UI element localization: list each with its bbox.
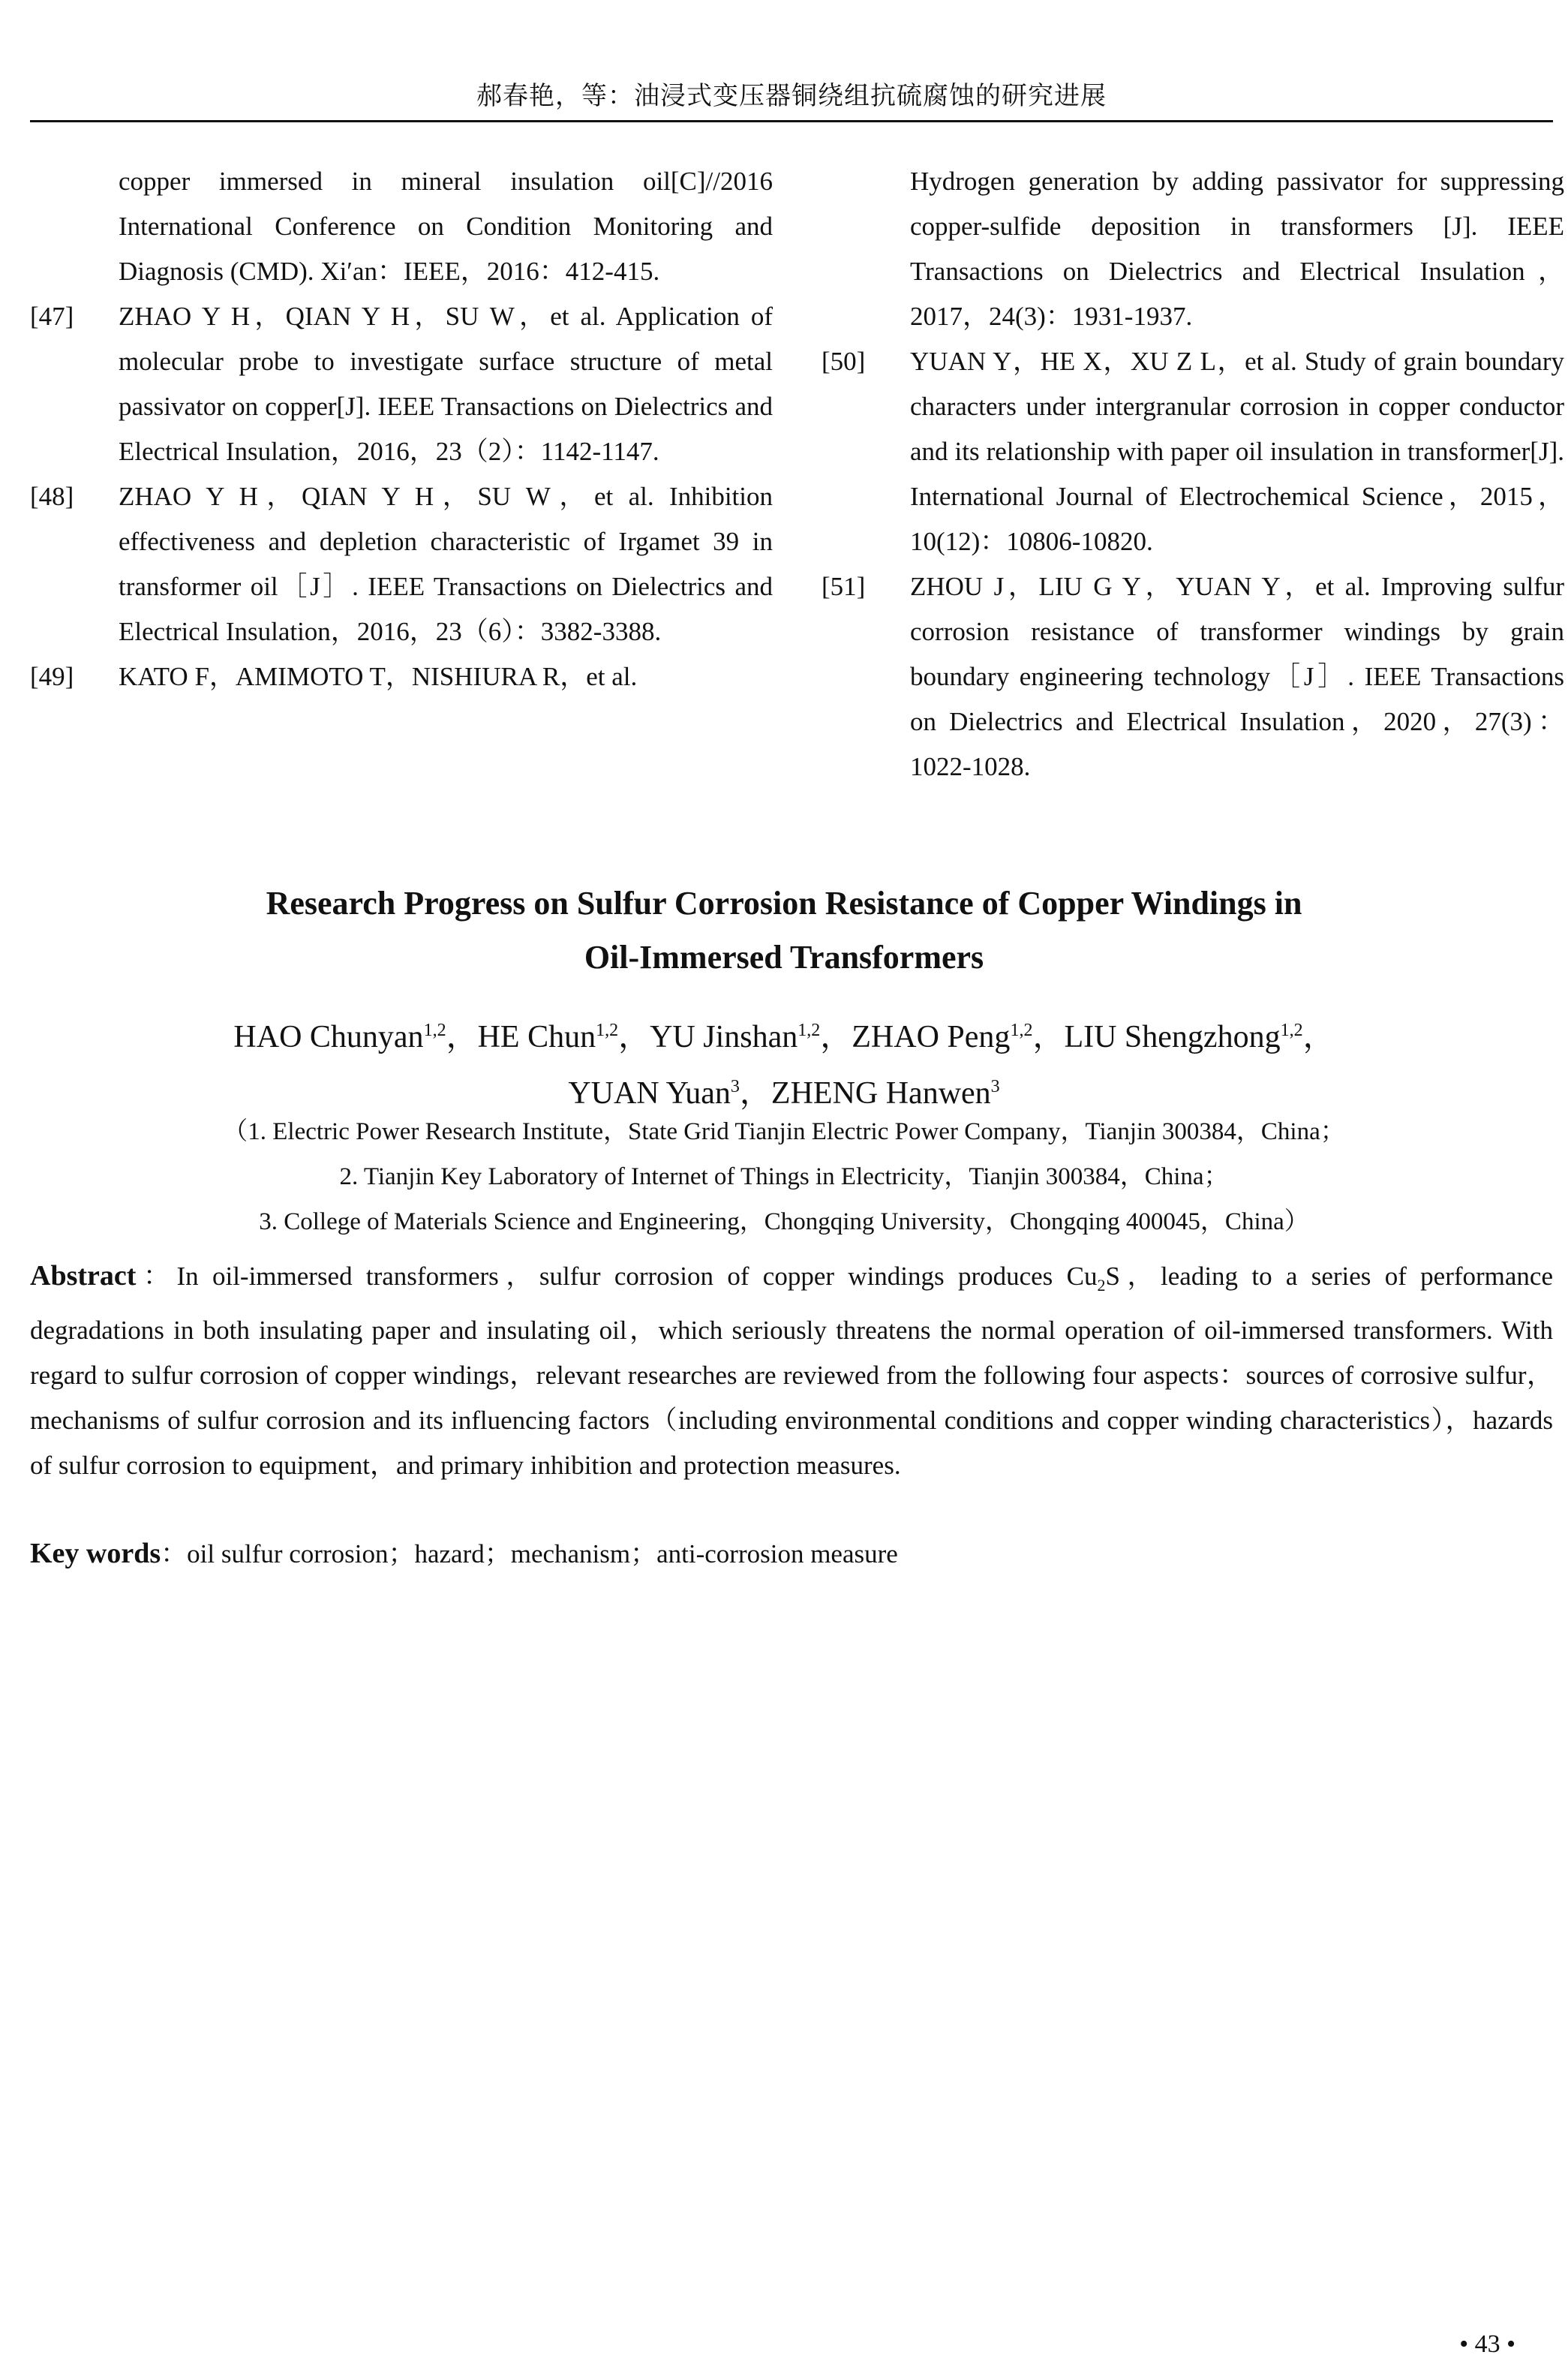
author-name: HE Chun bbox=[477, 1020, 596, 1054]
abstract-text-start: In oil-immersed transformers，sulfur corrosion of copper windings produces Cu bbox=[176, 1262, 1098, 1291]
author-separator: ， bbox=[739, 1076, 771, 1111]
author-name: YUAN Yuan bbox=[568, 1076, 731, 1111]
title-line-2: Oil-Immersed Transformers bbox=[584, 939, 984, 976]
affiliation-2: 2. Tianjin Key Laboratory of Internet of Things in Electricity，Tianjin 300384，China； bbox=[339, 1163, 1229, 1190]
reference-item bbox=[30, 654, 773, 699]
author-affiliation-sup: 1,2 bbox=[423, 1021, 446, 1040]
abstract bbox=[30, 1253, 1553, 1488]
reference-number: [49] bbox=[30, 662, 74, 691]
reference-item bbox=[822, 339, 1564, 564]
reference-text: ZHOU J，LIU G Y，YUAN Y，et al. Improving sulfur corrosion resistance of transformer windings by grain boundary engineering technology［J］. IEEE Transactions on Dielectrics and Electrical Insulation，2020，27(3)：1022-1028. bbox=[910, 572, 1564, 781]
author-name: ZHENG Hanwen bbox=[770, 1076, 991, 1111]
abstract-text-end: S，leading to a series of performance degradations in both insulating paper and insulating oil，which seriously threatens the normal operation of oil-immersed transformers. With regard to sulfur corrosion of copper windings，relevant researches are reviewed from the following four aspects：sources of corrosive sulfur，mechanisms of sulfur corrosion and its influencing factors（including environmental conditions and copper winding characteristics），hazards of sulfur corrosion to equipment，and primary inhibition and protection measures. bbox=[30, 1262, 1553, 1480]
abstract-colon: ： bbox=[136, 1262, 177, 1291]
author-affiliation-sup: 1,2 bbox=[1010, 1021, 1033, 1040]
author-separator: ， bbox=[1032, 1020, 1065, 1054]
author-affiliation-sup: 1,2 bbox=[798, 1021, 821, 1040]
reference-item bbox=[30, 159, 773, 294]
author-separator: ， bbox=[618, 1020, 650, 1054]
author-name: HAO Chunyan bbox=[233, 1020, 424, 1054]
reference-text: copper immersed in mineral insulation oil[C]//2016 International Conference on Condition Monitoring and Diagnosis (CMD). Xi′an：IEEE，2016：412-415. bbox=[119, 167, 773, 286]
reference-number: [50] bbox=[822, 347, 866, 376]
references-right-column bbox=[822, 159, 1564, 789]
author-separator: ， bbox=[1302, 1020, 1335, 1054]
author-name: ZHAO Peng bbox=[852, 1020, 1011, 1054]
references-left-column bbox=[30, 159, 773, 699]
reference-number: [51] bbox=[822, 572, 866, 601]
author-name: YU Jinshan bbox=[650, 1020, 798, 1054]
title-line-1: Research Progress on Sulfur Corrosion Resistance of Copper Windings in bbox=[266, 885, 1302, 922]
author-name: LIU Shengzhong bbox=[1064, 1020, 1281, 1054]
paper-title bbox=[143, 877, 1425, 985]
reference-text: KATO F，AMIMOTO T，NISHIURA R，et al. bbox=[119, 662, 638, 691]
author-affiliation-sup: 3 bbox=[990, 1077, 1000, 1096]
keywords-label: Key words bbox=[30, 1538, 161, 1569]
affiliation-1: （1. Electric Power Research Institute，State Grid Tianjin Electric Power Company，Tianjin 300384，China； bbox=[223, 1118, 1345, 1145]
reference-item bbox=[822, 159, 1564, 339]
reference-text: YUAN Y，HE X，XU Z L，et al. Study of grain boundary characters under intergranular corrosion in copper conductor and its relationship with paper oil insulation in transformer[J]. International Journal of Electrochemical Science，2015，10(12)：10806-10820. bbox=[910, 347, 1564, 556]
author-separator: ， bbox=[820, 1020, 852, 1054]
author-affiliation-sup: 1,2 bbox=[596, 1021, 619, 1040]
reference-text: ZHAO Y H，QIAN Y H，SU W，et al. Application of molecular probe to investigate surface structure of metal passivator on copper[J]. IEEE Transactions on Dielectrics and Electrical Insulation，2016，23（2）：1142-1147. bbox=[119, 302, 773, 466]
running-header: 郝春艳，等：油浸式变压器铜绕组抗硫腐蚀的研究进展 bbox=[476, 81, 1107, 111]
keywords-text: oil sulfur corrosion；hazard；mechanism；anti-corrosion measure bbox=[187, 1539, 898, 1568]
reference-item bbox=[822, 564, 1564, 789]
author-affiliation-sup: 3 bbox=[730, 1077, 740, 1096]
abstract-subscript: 2 bbox=[1097, 1276, 1106, 1295]
reference-text: ZHAO Y H，QIAN Y H，SU W，et al. Inhibition effectiveness and depletion characteristic of Irgamet 39 in transformer oil［J］. IEEE Transactions on Dielectrics and Electrical Insulation，2016，23（6）：3382-3388. bbox=[119, 482, 773, 646]
author-separator: ， bbox=[446, 1020, 478, 1054]
header-rule bbox=[30, 120, 1553, 122]
affiliation-3: 3. College of Materials Science and Engineering，Chongqing University，Chongqing 400045，China） bbox=[259, 1208, 1309, 1235]
affiliations bbox=[45, 1109, 1523, 1244]
keywords-colon: ： bbox=[161, 1539, 188, 1568]
author-affiliation-sup: 1,2 bbox=[1280, 1021, 1303, 1040]
author-list bbox=[105, 1006, 1463, 1118]
reference-text: Hydrogen generation by adding passivator for suppressing copper-sulfide deposition in transformers [J]. IEEE Transactions on Dielectrics and Electrical Insulation，2017，24(3)：1931-1937. bbox=[910, 167, 1564, 331]
reference-item bbox=[30, 294, 773, 474]
reference-item bbox=[30, 474, 773, 654]
reference-number: [48] bbox=[30, 482, 74, 511]
page-number: • 43 • bbox=[1459, 2330, 1515, 2358]
keywords bbox=[30, 1531, 1553, 1577]
reference-number: [47] bbox=[30, 302, 74, 331]
abstract-label: Abstract bbox=[30, 1260, 137, 1292]
